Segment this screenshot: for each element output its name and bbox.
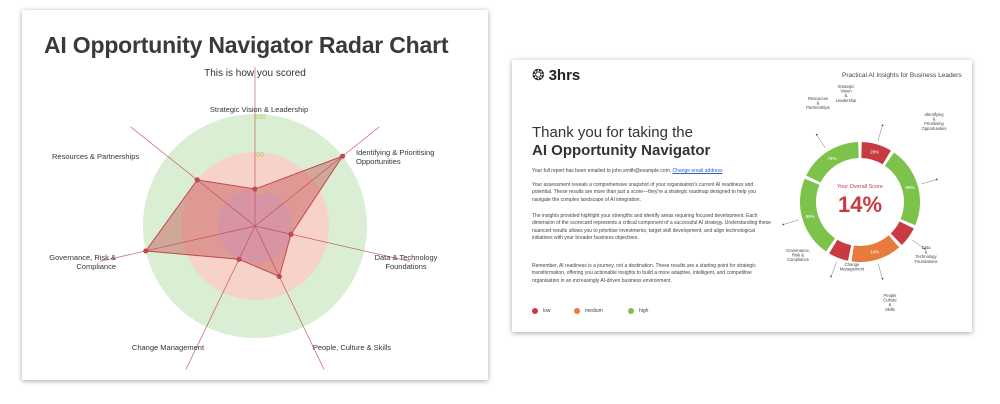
donut-leader-dot [882, 278, 884, 280]
donut-leader-dot [816, 134, 818, 136]
chart-subtitle: This is how you scored [204, 68, 306, 79]
radar-category-label: People, Culture & Skills [312, 343, 392, 352]
legend-high-dot [628, 308, 634, 314]
radar-point-governance-risk-and-compliance [143, 248, 148, 253]
change-email-link[interactable]: Change email address [672, 168, 723, 174]
donut-leader-line [817, 135, 826, 148]
donut-category-label: People Culture & Skills [883, 293, 897, 312]
donut-leader-line [878, 263, 883, 278]
donut-category-label: Governance, Risk & Compliance [786, 248, 810, 263]
legend-high-label: high [639, 308, 649, 314]
donut-leader-dot [882, 124, 884, 126]
donut-leader-line [921, 179, 936, 184]
donut-leader-line [783, 220, 798, 225]
donut-slice-label: 99% [805, 214, 815, 220]
brand-name: 3hrs [548, 66, 581, 84]
radar-chart [22, 10, 488, 380]
radar-category-label: Strategic Vision & Leadership [209, 105, 309, 114]
radar-category-label: Change Management [131, 343, 205, 352]
tagline: Practical AI Insights for Business Leaders [842, 72, 962, 79]
chart-title: AI Opportunity Navigator Radar Chart [44, 32, 449, 58]
radar-tick-label: 100 [254, 114, 266, 121]
donut-slice-change-management [829, 240, 851, 261]
legend-item-high [628, 308, 648, 314]
donut-slice-resources-and-partnerships [806, 142, 858, 183]
donut-leader-dot [782, 224, 784, 226]
legend-low-label: low [543, 308, 551, 314]
donut-category-label: Resources & Partnerships [806, 96, 830, 111]
donut-category-label: Change Management [839, 262, 865, 272]
radar-point-change-management [236, 257, 241, 262]
donut-leader-dot [936, 179, 938, 181]
radar-point-resources-and-partnerships [195, 177, 200, 182]
radar-point-data-and-technology-foundations [288, 232, 293, 237]
brand-logo [532, 66, 580, 84]
radar-category-label: Identifying & Prioritising Opportunities [356, 148, 435, 166]
donut-leader-line [878, 125, 883, 140]
radar-point-identifying-and-prioritising-opportunities [340, 154, 345, 159]
legend-item-medium [574, 308, 603, 314]
thank-you-heading: Thank you for taking the [532, 124, 693, 141]
donut-leader-dot [830, 276, 832, 278]
donut-slice-label: 79% [827, 155, 837, 161]
donut-leader-line [831, 262, 837, 277]
overall-score-value: 14% [837, 192, 883, 217]
radar-category-label: Data & Technology Foundations [374, 253, 438, 271]
email-notice [532, 168, 774, 175]
legend-medium-dot [574, 308, 580, 314]
legend-item-low [532, 308, 551, 314]
overall-score-title: Your Overall Score [837, 184, 883, 190]
radar-point-people-culture-and-skills [277, 274, 282, 279]
radar-category-label: Governance, Risk & Compliance [49, 253, 116, 271]
legend-low-dot [532, 308, 538, 314]
donut-category-label: Identifying & Prioritising Opportunities [921, 112, 947, 131]
radar-tick-label: 33 [256, 189, 264, 197]
donut-slice-label: 14% [870, 249, 880, 255]
radar-category-label: Resources & Partnerships [52, 152, 140, 161]
donut-slice-data-and-technology-foundations [891, 221, 914, 244]
overall-score-donut-chart [776, 80, 966, 320]
paragraph-insights: The insights provided highlight your strengths and identify areas requiring focused development. Each dimension of the scorecard represents a critical component of a successful AI strategy. Understanding these nuanced results allows you to prioritise investments, target skill development, and align technological initiatives with your broader business objectives. [532, 213, 771, 242]
radar-tick-label: 66 [256, 152, 264, 160]
product-heading: AI Opportunity Navigator [532, 142, 711, 159]
dotted-circle-logo-icon: ❂ [532, 67, 545, 84]
donut-slice-identifying-and-prioritising-opportunities [885, 153, 920, 226]
donut-category-label: Strategic Vision & Leadership [835, 84, 857, 103]
legend-medium-label: medium [585, 308, 603, 314]
email-text: Your full report has been emailed to john.smith@example.com. [532, 168, 672, 174]
paragraph-assessment: Your assessment reveals a comprehensive snapshot of your organisation's current AI readiness and potential. These results are more than just a score—they're a strategic roadmap designed to help you navigate the complex landscape of AI integration. [532, 182, 757, 203]
radar-chart-card [22, 10, 488, 380]
donut-category-label: Data & Technology Foundations [914, 245, 938, 264]
donut-slice-label: 99% [905, 184, 915, 190]
paragraph-journey: Remember, AI readiness is a journey, not a destination. These results are a starting point for strategic transformation, offering you actionable insights to build a more adaptive, intelligent, and competitive organisation in an increasingly AI-driven business environment. [532, 263, 756, 284]
donut-slice-label: 28% [870, 149, 880, 155]
results-summary-card [512, 60, 972, 332]
